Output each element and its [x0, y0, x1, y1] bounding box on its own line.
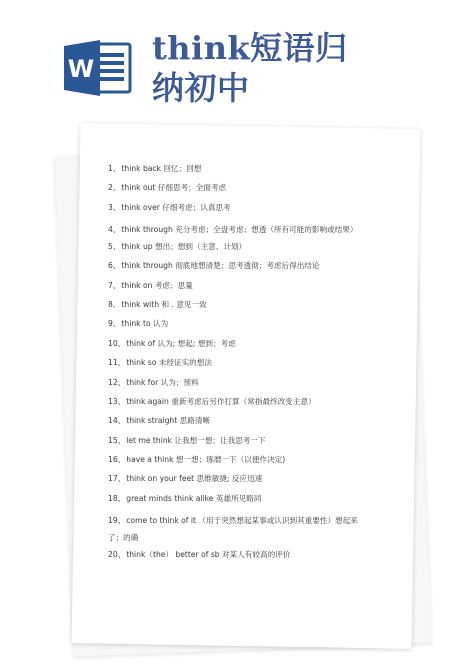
list-item: [108, 202, 368, 213]
item-text: think for 认为；预料: [126, 377, 199, 387]
list-item: [108, 299, 368, 310]
item-number: 19、: [108, 516, 126, 526]
list-item: [108, 338, 368, 349]
item-number: 20、: [108, 549, 126, 559]
phrase-list: [108, 163, 368, 568]
item-number: 4、: [108, 225, 121, 235]
item-text: think through 充分考虑；全盘考虑；想透（所有可能的影响或结果）: [121, 225, 358, 235]
list-item: [108, 549, 368, 560]
item-number: 3、: [108, 202, 121, 212]
item-number: 14、: [108, 416, 126, 426]
item-text: think on your feet 思维敏捷; 反应迅速: [126, 474, 263, 484]
item-text: think back 回忆；回想: [121, 164, 202, 173]
list-item: [108, 318, 368, 329]
title-line-2: 纳初中: [152, 69, 250, 107]
item-number: 13、: [108, 396, 126, 406]
item-number: 15、: [108, 435, 126, 445]
item-text: think of 认为; 想起; 想到；考虑: [126, 338, 236, 348]
item-text: think again 重新考虑后另作打算（常指最终改变主意）: [126, 396, 316, 406]
item-text: great minds think alike 英雄所见略同: [126, 493, 262, 503]
item-number: 11、: [108, 358, 126, 368]
item-number: 2、: [108, 183, 121, 193]
word-logo-letter: W: [67, 55, 95, 83]
item-number: 6、: [108, 261, 121, 271]
document-header: [0, 0, 474, 120]
list-item: [108, 260, 368, 271]
list-item: [108, 377, 368, 388]
list-item: [108, 493, 368, 504]
list-item: [108, 396, 368, 407]
item-text: think out 仔细思考；全面考虑: [121, 183, 227, 193]
item-text: think with 和 . 意见一致: [121, 299, 207, 309]
item-number: 12、: [108, 377, 126, 387]
item-text: think on 考虑；思量: [121, 280, 193, 290]
item-text: think over 仔细考虑；认真思考: [121, 202, 231, 212]
list-item: [108, 357, 368, 368]
item-text: think to 认为: [121, 319, 169, 329]
title-line-1: think短语归: [152, 29, 348, 67]
item-number: 17、: [108, 474, 126, 484]
item-text: think up 想出；想到（主意、计划）: [121, 241, 247, 251]
list-item: [108, 415, 368, 426]
item-number: 7、: [108, 280, 121, 290]
item-text: have a think 想一想；琢磨一下（以便作决定): [126, 455, 286, 465]
item-number: 18、: [108, 493, 126, 503]
list-item: [108, 163, 368, 174]
item-text: let me think 让我想一想；让我思考一下: [126, 435, 266, 445]
list-item: [108, 512, 368, 546]
word-icon: [62, 40, 134, 96]
item-text: think straight 思路清晰: [126, 416, 211, 426]
item-number: 5、: [108, 241, 121, 251]
item-number: 8、: [108, 299, 121, 309]
item-number: 16、: [108, 455, 126, 465]
item-text: come to think of it （用于突然想起某事或认识到其重要性）想起来了；的确: [108, 516, 358, 543]
item-text: think through 彻底地想清楚；思考透彻；考虑后得出结论: [121, 261, 320, 271]
item-number: 10、: [108, 338, 126, 348]
item-text: think（the） better of sb 对某人有较高的评价: [126, 549, 291, 559]
list-item: [108, 454, 368, 465]
list-item: [108, 435, 368, 446]
list-item: [108, 473, 368, 484]
list-item: [108, 280, 368, 291]
list-item: [108, 221, 368, 238]
item-number: 9、: [108, 319, 121, 329]
item-text: think so 未经证实的想法: [126, 358, 212, 368]
item-number: 1、: [108, 164, 121, 173]
list-item: [108, 182, 368, 193]
page-title: [152, 28, 348, 108]
list-item: [108, 241, 368, 252]
